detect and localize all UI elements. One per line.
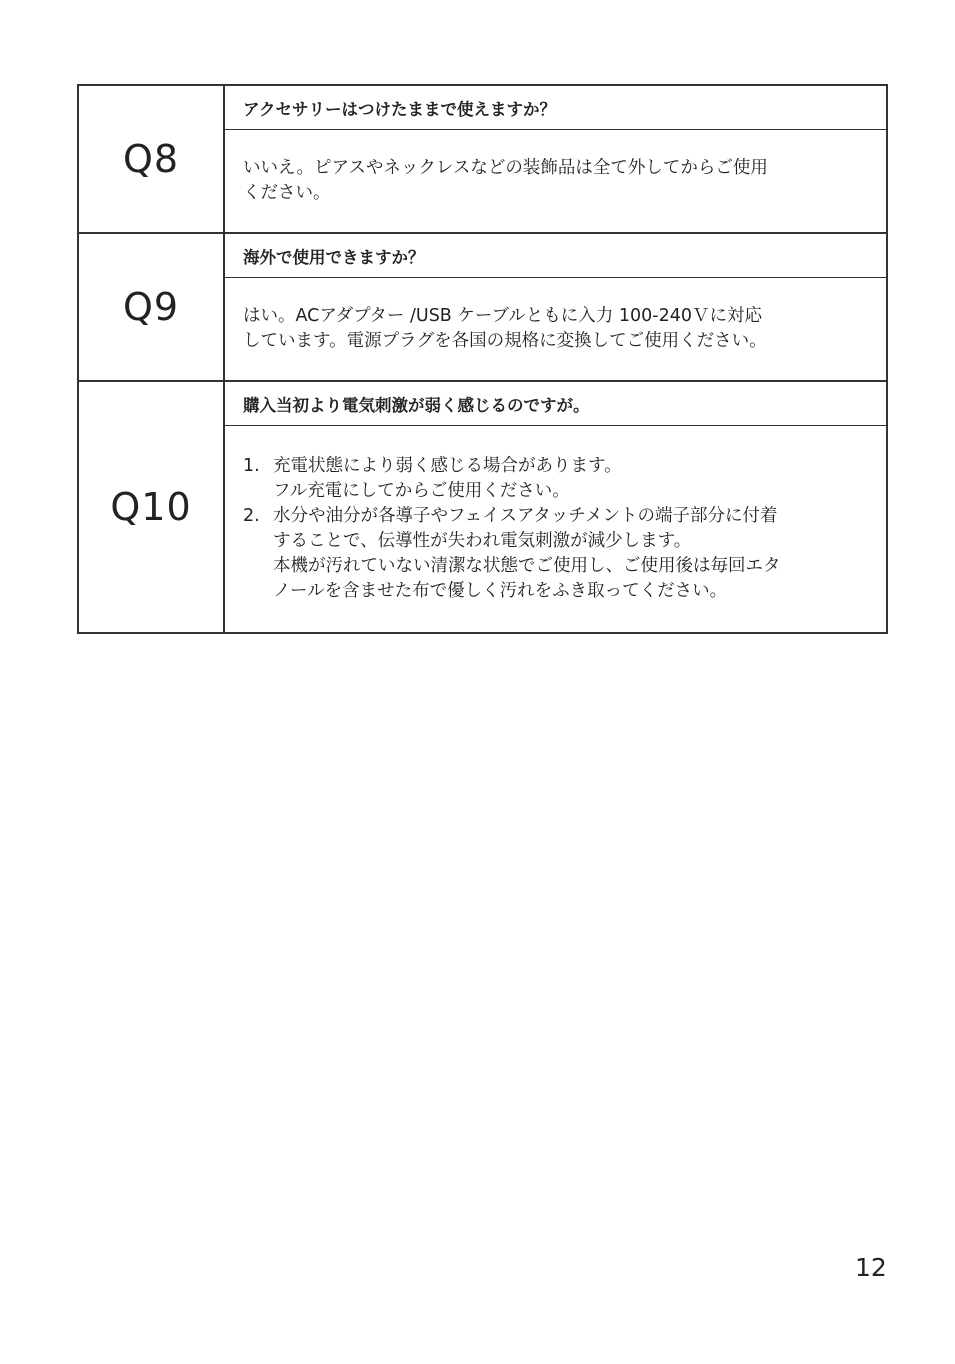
qa-cell — [225, 86, 886, 232]
answer-line: 充電状態により弱く感じる場合があります。 — [273, 456, 622, 476]
answer-list — [225, 426, 886, 632]
list-number: 1. — [243, 456, 260, 476]
answer-line: ください。 — [243, 183, 331, 203]
list-body — [273, 504, 874, 604]
faq-row-q9 — [79, 234, 886, 382]
answer-line: 本機が汚れていない清潔な状態でご使用し、ご使用後は毎回エタ — [273, 556, 781, 576]
qa-cell — [225, 382, 886, 632]
list-number: 2. — [243, 506, 260, 526]
question-number: Q10 — [79, 382, 225, 632]
answer-text — [225, 130, 886, 232]
list-body — [273, 454, 874, 504]
answer-line: はい。ACアダプター /USB ケーブルともに入力 100-240Ｖに対応 — [243, 306, 762, 326]
answer-line: いいえ。ピアスやネックレスなどの装飾品は全て外してからご使用 — [243, 158, 768, 178]
question-number: Q9 — [79, 234, 225, 380]
question-text: 海外で使用できますか？ — [225, 234, 886, 278]
answer-line: ノールを含ませた布で優しく汚れをふき取ってください。 — [273, 581, 728, 601]
answer-line: 水分や油分が各導子やフェイスアタッチメントの端子部分に付着 — [273, 506, 778, 526]
question-number: Q8 — [79, 86, 225, 232]
page-number: 12 — [855, 1253, 887, 1282]
question-text: アクセサリーはつけたままで使えますか？ — [225, 86, 886, 130]
faq-table — [77, 84, 888, 634]
qa-cell — [225, 234, 886, 380]
question-text: 購入当初より電気刺激が弱く感じるのですが。 — [225, 382, 886, 426]
list-item — [243, 504, 874, 604]
answer-line: することで、伝導性が失われ電気刺激が減少します。 — [273, 531, 692, 551]
answer-line: フル充電にしてからご使用ください。 — [273, 481, 570, 501]
answer-line: しています。電源プラグを各国の規格に変換してご使用ください。 — [243, 331, 767, 351]
faq-row-q10 — [79, 382, 886, 632]
answer-text — [225, 278, 886, 380]
faq-row-q8 — [79, 86, 886, 234]
list-item — [243, 454, 874, 504]
